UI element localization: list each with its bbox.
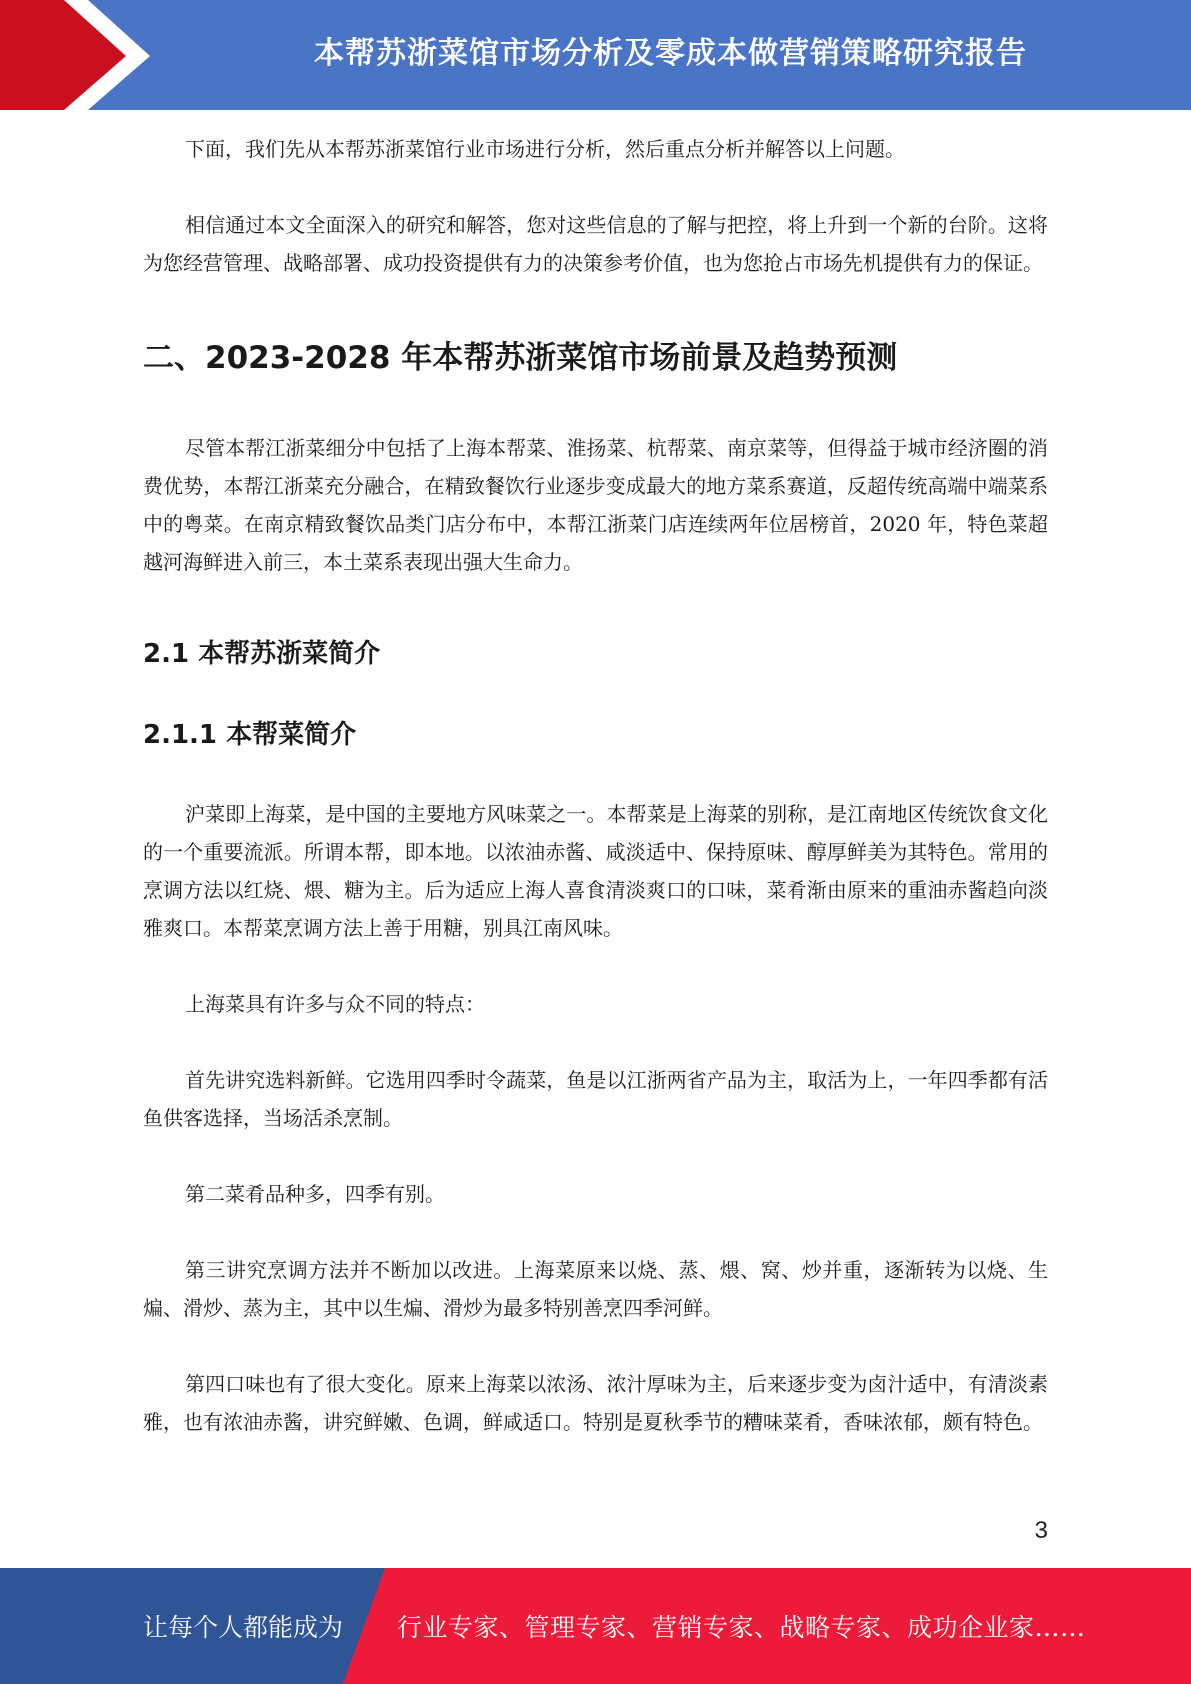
intro-paragraph-2: 相信通过本文全面深入的研究和解答，您对这些信息的了解与把控，将上升到一个新的台阶。这将为您经营管理、战略部署、成功投资提供有力的决策参考价值，也为您抢占市场先机提供有力的保证。 <box>143 213 1048 275</box>
body-paragraph-3: 首先讲究选料新鲜。它选用四季时令蔬菜，鱼是以江浙两省产品为主，取活为上，一年四季都有活鱼供客选择，当场活杀烹制。 <box>143 1068 1048 1130</box>
section-paragraph: 尽管本帮江浙菜细分中包括了上海本帮菜、淮扬菜、杭帮菜、南京菜等，但得益于城市经济圈的消费优势，本帮江浙菜充分融合，在精致餐饮行业逐步变成最大的地方菜系赛道，反超传统高端中端菜系中的粤菜。在南京精致餐饮品类门店分布中，本帮江浙菜门店连续两年位居榜首，2020 年，特色菜超越河海鲜进入前三，本土菜系表现出强大生命力。 <box>143 436 1048 574</box>
page-footer <box>0 1568 1191 1684</box>
subsubsection-heading: 2.1.1 本帮菜简介 <box>143 720 357 750</box>
body-paragraph-2: 上海菜具有许多与众不同的特点： <box>185 992 485 1016</box>
body-paragraph-5: 第三讲究烹调方法并不断加以改进。上海菜原来以烧、蒸、煨、窝、炒并重，逐渐转为以烧、生煸、滑炒、蒸为主，其中以生煸、滑炒为最多特别善烹四季河鲜。 <box>143 1258 1048 1320</box>
document-body <box>143 130 1048 1441</box>
footer-slogan-right: 行业专家、管理专家、营销专家、战略专家、成功企业家…… <box>397 1613 1086 1642</box>
footer-slogan-left: 让每个人都能成为 <box>143 1613 344 1642</box>
page-number: 3 <box>1034 1517 1048 1544</box>
body-paragraph-6: 第四口味也有了很大变化。原来上海菜以浓汤、浓汁厚味为主，后来逐步变为卤汁适中，有清淡素雅，也有浓油赤酱，讲究鲜嫩、色调，鲜咸适口。特别是夏秋季节的糟味菜肴，香味浓郁，颇有特色。 <box>143 1372 1048 1434</box>
body-paragraph-1: 沪菜即上海菜，是中国的主要地方风味菜之一。本帮菜是上海菜的别称，是江南地区传统饮食文化的一个重要流派。所谓本帮，即本地。以浓油赤酱、咸淡适中、保持原味、醇厚鲜美为其特色。常用的烹调方法以红烧、煨、糖为主。后为适应上海人喜食清淡爽口的口味，菜肴渐由原来的重油赤酱趋向淡雅爽口。本帮菜烹调方法上善于用糖，别具江南风味。 <box>143 802 1048 940</box>
subsection-heading: 2.1 本帮苏浙菜简介 <box>143 639 381 669</box>
body-paragraph-4: 第二菜肴品种多，四季有别。 <box>185 1182 445 1206</box>
intro-paragraph-1: 下面，我们先从本帮苏浙菜馆行业市场进行分析，然后重点分析并解答以上问题。 <box>185 137 905 161</box>
report-title: 本帮苏浙菜馆市场分析及零成本做营销策略研究报告 <box>314 36 1027 71</box>
section-heading: 二、2023-2028 年本帮苏浙菜馆市场前景及趋势预测 <box>143 340 898 376</box>
page-header <box>0 0 1191 110</box>
